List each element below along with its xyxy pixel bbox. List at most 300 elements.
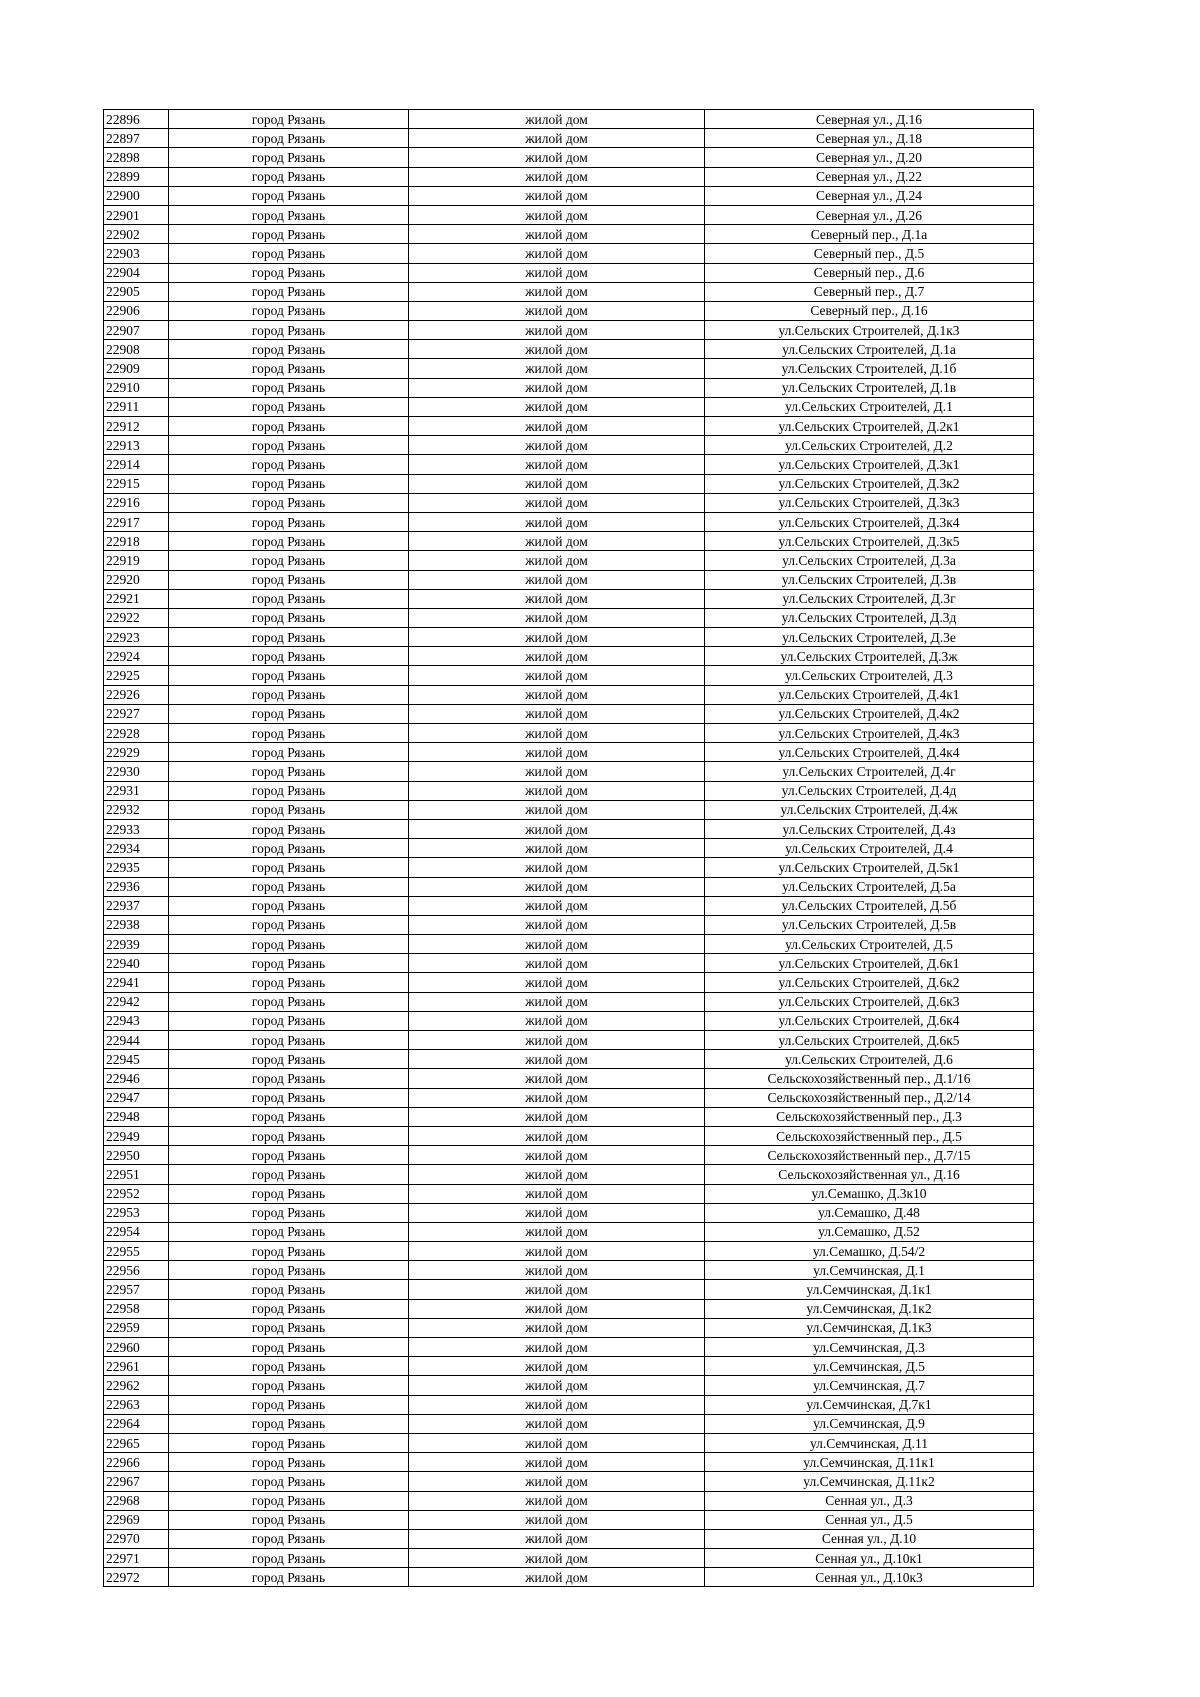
building-type-cell: жилой дом — [409, 1376, 705, 1395]
address-cell: ул.Семчинская, Д.11к2 — [705, 1472, 1034, 1491]
table-row — [104, 282, 1034, 301]
row-number-cell: 22917 — [104, 512, 169, 531]
city-cell: город Рязань — [169, 417, 409, 436]
address-cell: ул.Сельских Строителей, Д.1б — [705, 359, 1034, 378]
building-type-cell: жилой дом — [409, 1338, 705, 1357]
row-number-cell: 22910 — [104, 378, 169, 397]
building-type-cell: жилой дом — [409, 647, 705, 666]
row-number-cell: 22972 — [104, 1568, 169, 1587]
address-cell: ул.Сельских Строителей, Д.4з — [705, 819, 1034, 838]
city-cell: город Рязань — [169, 800, 409, 819]
city-cell: город Рязань — [169, 225, 409, 244]
table-row — [104, 1376, 1034, 1395]
address-cell: Северная ул., Д.26 — [705, 205, 1034, 224]
city-cell: город Рязань — [169, 1414, 409, 1433]
city-cell: город Рязань — [169, 455, 409, 474]
building-type-cell: жилой дом — [409, 186, 705, 205]
table-row — [104, 1031, 1034, 1050]
row-number-cell: 22953 — [104, 1203, 169, 1222]
row-number-cell: 22898 — [104, 148, 169, 167]
row-number-cell: 22904 — [104, 263, 169, 282]
table-row — [104, 244, 1034, 263]
building-type-cell: жилой дом — [409, 1088, 705, 1107]
row-number-cell: 22965 — [104, 1433, 169, 1452]
table-row — [104, 1069, 1034, 1088]
address-cell: Сельскохозяйственная ул., Д.16 — [705, 1165, 1034, 1184]
city-cell: город Рязань — [169, 263, 409, 282]
city-cell: город Рязань — [169, 896, 409, 915]
address-cell: ул.Сельских Строителей, Д.6к2 — [705, 973, 1034, 992]
row-number-cell: 22899 — [104, 167, 169, 186]
row-number-cell: 22967 — [104, 1472, 169, 1491]
city-cell: город Рязань — [169, 1472, 409, 1491]
address-cell: ул.Сельских Строителей, Д.2 — [705, 436, 1034, 455]
address-cell: ул.Семчинская, Д.1к1 — [705, 1280, 1034, 1299]
row-number-cell: 22920 — [104, 570, 169, 589]
city-cell: город Рязань — [169, 1107, 409, 1126]
city-cell: город Рязань — [169, 877, 409, 896]
row-number-cell: 22969 — [104, 1510, 169, 1529]
city-cell: город Рязань — [169, 1357, 409, 1376]
row-number-cell: 22923 — [104, 628, 169, 647]
building-type-cell: жилой дом — [409, 1126, 705, 1145]
building-type-cell: жилой дом — [409, 225, 705, 244]
city-cell: город Рязань — [169, 493, 409, 512]
building-type-cell: жилой дом — [409, 551, 705, 570]
row-number-cell: 22955 — [104, 1242, 169, 1261]
building-type-cell: жилой дом — [409, 129, 705, 148]
address-cell: Сенная ул., Д.10к3 — [705, 1568, 1034, 1587]
building-type-cell: жилой дом — [409, 397, 705, 416]
city-cell: город Рязань — [169, 1395, 409, 1414]
address-cell: Северная ул., Д.18 — [705, 129, 1034, 148]
address-cell: ул.Сельских Строителей, Д.2к1 — [705, 417, 1034, 436]
city-cell: город Рязань — [169, 282, 409, 301]
building-type-cell: жилой дом — [409, 493, 705, 512]
building-type-cell: жилой дом — [409, 282, 705, 301]
building-type-cell: жилой дом — [409, 167, 705, 186]
city-cell: город Рязань — [169, 301, 409, 320]
row-number-cell: 22961 — [104, 1357, 169, 1376]
address-cell: ул.Семчинская, Д.11 — [705, 1433, 1034, 1452]
table-row — [104, 819, 1034, 838]
table-row — [104, 1357, 1034, 1376]
address-cell: ул.Сельских Строителей, Д.5б — [705, 896, 1034, 915]
address-cell: ул.Сельских Строителей, Д.3ж — [705, 647, 1034, 666]
city-cell: город Рязань — [169, 1088, 409, 1107]
city-cell: город Рязань — [169, 340, 409, 359]
address-cell: ул.Семашко, Д.3к10 — [705, 1184, 1034, 1203]
table-row — [104, 1510, 1034, 1529]
address-cell: ул.Сельских Строителей, Д.3д — [705, 608, 1034, 627]
table-row — [104, 954, 1034, 973]
address-cell: ул.Семчинская, Д.7 — [705, 1376, 1034, 1395]
building-type-cell: жилой дом — [409, 321, 705, 340]
row-number-cell: 22954 — [104, 1222, 169, 1241]
building-type-cell: жилой дом — [409, 148, 705, 167]
building-type-cell: жилой дом — [409, 1165, 705, 1184]
table-row — [104, 896, 1034, 915]
row-number-cell: 22966 — [104, 1453, 169, 1472]
table-row — [104, 1107, 1034, 1126]
table-row — [104, 1568, 1034, 1587]
building-type-cell: жилой дом — [409, 1146, 705, 1165]
city-cell: город Рязань — [169, 1529, 409, 1548]
city-cell: город Рязань — [169, 1318, 409, 1337]
address-cell: ул.Семашко, Д.48 — [705, 1203, 1034, 1222]
building-type-cell: жилой дом — [409, 1184, 705, 1203]
building-type-cell: жилой дом — [409, 417, 705, 436]
row-number-cell: 22927 — [104, 704, 169, 723]
row-number-cell: 22916 — [104, 493, 169, 512]
table-row — [104, 1529, 1034, 1548]
city-cell: город Рязань — [169, 915, 409, 934]
table-row — [104, 1126, 1034, 1145]
city-cell: город Рязань — [169, 1280, 409, 1299]
city-cell: город Рязань — [169, 1184, 409, 1203]
table-row — [104, 608, 1034, 627]
building-type-cell: жилой дом — [409, 1529, 705, 1548]
table-row — [104, 1280, 1034, 1299]
table-row — [104, 1453, 1034, 1472]
city-cell: город Рязань — [169, 570, 409, 589]
city-cell: город Рязань — [169, 608, 409, 627]
table-row — [104, 858, 1034, 877]
city-cell: город Рязань — [169, 1376, 409, 1395]
row-number-cell: 22931 — [104, 781, 169, 800]
address-cell: Северный пер., Д.1а — [705, 225, 1034, 244]
table-row — [104, 378, 1034, 397]
table-row — [104, 743, 1034, 762]
table-row — [104, 1433, 1034, 1452]
address-cell: Сельскохозяйственный пер., Д.3 — [705, 1107, 1034, 1126]
address-cell: ул.Сельских Строителей, Д.3 — [705, 666, 1034, 685]
table-row — [104, 148, 1034, 167]
row-number-cell: 22946 — [104, 1069, 169, 1088]
row-number-cell: 22925 — [104, 666, 169, 685]
row-number-cell: 22956 — [104, 1261, 169, 1280]
table-row — [104, 493, 1034, 512]
building-type-cell: жилой дом — [409, 1568, 705, 1587]
city-cell: город Рязань — [169, 685, 409, 704]
building-type-cell: жилой дом — [409, 359, 705, 378]
building-type-cell: жилой дом — [409, 589, 705, 608]
address-cell: Северная ул., Д.22 — [705, 167, 1034, 186]
building-type-cell: жилой дом — [409, 205, 705, 224]
address-cell: ул.Семашко, Д.52 — [705, 1222, 1034, 1241]
table-row — [104, 704, 1034, 723]
city-cell: город Рязань — [169, 551, 409, 570]
table-row — [104, 1318, 1034, 1337]
row-number-cell: 22949 — [104, 1126, 169, 1145]
row-number-cell: 22934 — [104, 839, 169, 858]
city-cell: город Рязань — [169, 148, 409, 167]
row-number-cell: 22943 — [104, 1011, 169, 1030]
building-type-cell: жилой дом — [409, 378, 705, 397]
row-number-cell: 22933 — [104, 819, 169, 838]
table-row — [104, 225, 1034, 244]
city-cell: город Рязань — [169, 110, 409, 129]
table-row — [104, 1261, 1034, 1280]
building-type-cell: жилой дом — [409, 724, 705, 743]
city-cell: город Рязань — [169, 1261, 409, 1280]
housing-registry-table — [103, 109, 1034, 1587]
table-row — [104, 935, 1034, 954]
address-cell: ул.Семашко, Д.54/2 — [705, 1242, 1034, 1261]
building-type-cell: жилой дом — [409, 628, 705, 647]
city-cell: город Рязань — [169, 1453, 409, 1472]
city-cell: город Рязань — [169, 1165, 409, 1184]
row-number-cell: 22896 — [104, 110, 169, 129]
table-row — [104, 570, 1034, 589]
row-number-cell: 22905 — [104, 282, 169, 301]
row-number-cell: 22913 — [104, 436, 169, 455]
row-number-cell: 22900 — [104, 186, 169, 205]
row-number-cell: 22942 — [104, 992, 169, 1011]
building-type-cell: жилой дом — [409, 704, 705, 723]
city-cell: город Рязань — [169, 1510, 409, 1529]
address-cell: ул.Семчинская, Д.7к1 — [705, 1395, 1034, 1414]
row-number-cell: 22952 — [104, 1184, 169, 1203]
table-row — [104, 589, 1034, 608]
address-cell: ул.Семчинская, Д.11к1 — [705, 1453, 1034, 1472]
building-type-cell: жилой дом — [409, 301, 705, 320]
table-row — [104, 474, 1034, 493]
table-row — [104, 992, 1034, 1011]
building-type-cell: жилой дом — [409, 340, 705, 359]
table-row — [104, 877, 1034, 896]
table-row — [104, 205, 1034, 224]
row-number-cell: 22932 — [104, 800, 169, 819]
building-type-cell: жилой дом — [409, 1280, 705, 1299]
city-cell: город Рязань — [169, 1338, 409, 1357]
building-type-cell: жилой дом — [409, 877, 705, 896]
address-cell: Сельскохозяйственный пер., Д.7/15 — [705, 1146, 1034, 1165]
table-row — [104, 1165, 1034, 1184]
table-row — [104, 1472, 1034, 1491]
city-cell: город Рязань — [169, 167, 409, 186]
address-cell: ул.Сельских Строителей, Д.3к3 — [705, 493, 1034, 512]
table-row — [104, 1011, 1034, 1030]
city-cell: город Рязань — [169, 781, 409, 800]
building-type-cell: жилой дом — [409, 800, 705, 819]
address-cell: ул.Семчинская, Д.9 — [705, 1414, 1034, 1433]
address-cell: ул.Сельских Строителей, Д.6к4 — [705, 1011, 1034, 1030]
row-number-cell: 22924 — [104, 647, 169, 666]
row-number-cell: 22911 — [104, 397, 169, 416]
city-cell: город Рязань — [169, 397, 409, 416]
city-cell: город Рязань — [169, 1031, 409, 1050]
building-type-cell: жилой дом — [409, 954, 705, 973]
table-row — [104, 628, 1034, 647]
address-cell: ул.Семчинская, Д.1 — [705, 1261, 1034, 1280]
city-cell: город Рязань — [169, 589, 409, 608]
table-row — [104, 781, 1034, 800]
row-number-cell: 22963 — [104, 1395, 169, 1414]
building-type-cell: жилой дом — [409, 1242, 705, 1261]
city-cell: город Рязань — [169, 1242, 409, 1261]
row-number-cell: 22958 — [104, 1299, 169, 1318]
building-type-cell: жилой дом — [409, 819, 705, 838]
row-number-cell: 22945 — [104, 1050, 169, 1069]
address-cell: Сельскохозяйственный пер., Д.5 — [705, 1126, 1034, 1145]
address-cell: ул.Сельских Строителей, Д.4к1 — [705, 685, 1034, 704]
row-number-cell: 22914 — [104, 455, 169, 474]
row-number-cell: 22909 — [104, 359, 169, 378]
building-type-cell: жилой дом — [409, 1549, 705, 1568]
address-cell: ул.Сельских Строителей, Д.5к1 — [705, 858, 1034, 877]
row-number-cell: 22941 — [104, 973, 169, 992]
city-cell: город Рязань — [169, 244, 409, 263]
row-number-cell: 22971 — [104, 1549, 169, 1568]
building-type-cell: жилой дом — [409, 1453, 705, 1472]
table-row — [104, 915, 1034, 934]
table-row — [104, 1184, 1034, 1203]
table-row — [104, 762, 1034, 781]
building-type-cell: жилой дом — [409, 762, 705, 781]
row-number-cell: 22915 — [104, 474, 169, 493]
table-row — [104, 301, 1034, 320]
address-cell: Сельскохозяйственный пер., Д.1/16 — [705, 1069, 1034, 1088]
building-type-cell: жилой дом — [409, 1472, 705, 1491]
table-row — [104, 1222, 1034, 1241]
building-type-cell: жилой дом — [409, 1069, 705, 1088]
row-number-cell: 22936 — [104, 877, 169, 896]
building-type-cell: жилой дом — [409, 474, 705, 493]
table-row — [104, 666, 1034, 685]
table-row — [104, 397, 1034, 416]
building-type-cell: жилой дом — [409, 915, 705, 934]
row-number-cell: 22903 — [104, 244, 169, 263]
address-cell: Северный пер., Д.16 — [705, 301, 1034, 320]
address-cell: Северный пер., Д.6 — [705, 263, 1034, 282]
building-type-cell: жилой дом — [409, 743, 705, 762]
table-row — [104, 110, 1034, 129]
city-cell: город Рязань — [169, 1222, 409, 1241]
table-row — [104, 1338, 1034, 1357]
address-cell: ул.Сельских Строителей, Д.3а — [705, 551, 1034, 570]
row-number-cell: 22908 — [104, 340, 169, 359]
building-type-cell: жилой дом — [409, 263, 705, 282]
address-cell: Северная ул., Д.16 — [705, 110, 1034, 129]
city-cell: город Рязань — [169, 474, 409, 493]
city-cell: город Рязань — [169, 628, 409, 647]
city-cell: город Рязань — [169, 1568, 409, 1587]
address-cell: Северная ул., Д.24 — [705, 186, 1034, 205]
row-number-cell: 22970 — [104, 1529, 169, 1548]
city-cell: город Рязань — [169, 1069, 409, 1088]
row-number-cell: 22912 — [104, 417, 169, 436]
table-row — [104, 1242, 1034, 1261]
address-cell: ул.Сельских Строителей, Д.1к3 — [705, 321, 1034, 340]
address-cell: Сенная ул., Д.10 — [705, 1529, 1034, 1548]
address-cell: Сенная ул., Д.5 — [705, 1510, 1034, 1529]
table-row — [104, 551, 1034, 570]
address-cell: ул.Сельских Строителей, Д.4к2 — [705, 704, 1034, 723]
address-cell: ул.Сельских Строителей, Д.6к3 — [705, 992, 1034, 1011]
row-number-cell: 22960 — [104, 1338, 169, 1357]
address-cell: ул.Сельских Строителей, Д.3к4 — [705, 512, 1034, 531]
address-cell: ул.Семчинская, Д.1к2 — [705, 1299, 1034, 1318]
row-number-cell: 22938 — [104, 915, 169, 934]
building-type-cell: жилой дом — [409, 532, 705, 551]
city-cell: город Рязань — [169, 129, 409, 148]
address-cell: ул.Сельских Строителей, Д.3в — [705, 570, 1034, 589]
city-cell: город Рязань — [169, 819, 409, 838]
address-cell: Северный пер., Д.7 — [705, 282, 1034, 301]
building-type-cell: жилой дом — [409, 1107, 705, 1126]
building-type-cell: жилой дом — [409, 1433, 705, 1452]
row-number-cell: 22919 — [104, 551, 169, 570]
city-cell: город Рязань — [169, 1146, 409, 1165]
building-type-cell: жилой дом — [409, 1491, 705, 1510]
building-type-cell: жилой дом — [409, 685, 705, 704]
table-row — [104, 1395, 1034, 1414]
address-cell: ул.Сельских Строителей, Д.4д — [705, 781, 1034, 800]
city-cell: город Рязань — [169, 666, 409, 685]
table-row — [104, 839, 1034, 858]
building-type-cell: жилой дом — [409, 935, 705, 954]
city-cell: город Рязань — [169, 704, 409, 723]
row-number-cell: 22947 — [104, 1088, 169, 1107]
building-type-cell: жилой дом — [409, 1011, 705, 1030]
city-cell: город Рязань — [169, 935, 409, 954]
building-type-cell: жилой дом — [409, 1414, 705, 1433]
city-cell: город Рязань — [169, 205, 409, 224]
row-number-cell: 22930 — [104, 762, 169, 781]
address-cell: Северный пер., Д.5 — [705, 244, 1034, 263]
address-cell: Северная ул., Д.20 — [705, 148, 1034, 167]
city-cell: город Рязань — [169, 724, 409, 743]
row-number-cell: 22921 — [104, 589, 169, 608]
address-cell: Сельскохозяйственный пер., Д.2/14 — [705, 1088, 1034, 1107]
address-cell: ул.Сельских Строителей, Д.6к5 — [705, 1031, 1034, 1050]
city-cell: город Рязань — [169, 1126, 409, 1145]
building-type-cell: жилой дом — [409, 110, 705, 129]
row-number-cell: 22929 — [104, 743, 169, 762]
building-type-cell: жилой дом — [409, 244, 705, 263]
address-cell: ул.Сельских Строителей, Д.6 — [705, 1050, 1034, 1069]
building-type-cell: жилой дом — [409, 1395, 705, 1414]
table-row — [104, 321, 1034, 340]
row-number-cell: 22906 — [104, 301, 169, 320]
building-type-cell: жилой дом — [409, 896, 705, 915]
row-number-cell: 22940 — [104, 954, 169, 973]
address-cell: ул.Сельских Строителей, Д.4г — [705, 762, 1034, 781]
table-row — [104, 532, 1034, 551]
address-cell: ул.Сельских Строителей, Д.1 — [705, 397, 1034, 416]
address-cell: ул.Сельских Строителей, Д.4 — [705, 839, 1034, 858]
city-cell: город Рязань — [169, 1549, 409, 1568]
city-cell: город Рязань — [169, 186, 409, 205]
building-type-cell: жилой дом — [409, 858, 705, 877]
table-row — [104, 724, 1034, 743]
address-cell: ул.Сельских Строителей, Д.3к2 — [705, 474, 1034, 493]
building-type-cell: жилой дом — [409, 1031, 705, 1050]
table-body — [104, 110, 1034, 1587]
city-cell: город Рязань — [169, 359, 409, 378]
table-row — [104, 1414, 1034, 1433]
row-number-cell: 22957 — [104, 1280, 169, 1299]
city-cell: город Рязань — [169, 743, 409, 762]
building-type-cell: жилой дом — [409, 1222, 705, 1241]
row-number-cell: 22902 — [104, 225, 169, 244]
city-cell: город Рязань — [169, 1491, 409, 1510]
table-row — [104, 417, 1034, 436]
row-number-cell: 22968 — [104, 1491, 169, 1510]
table-row — [104, 1549, 1034, 1568]
row-number-cell: 22950 — [104, 1146, 169, 1165]
